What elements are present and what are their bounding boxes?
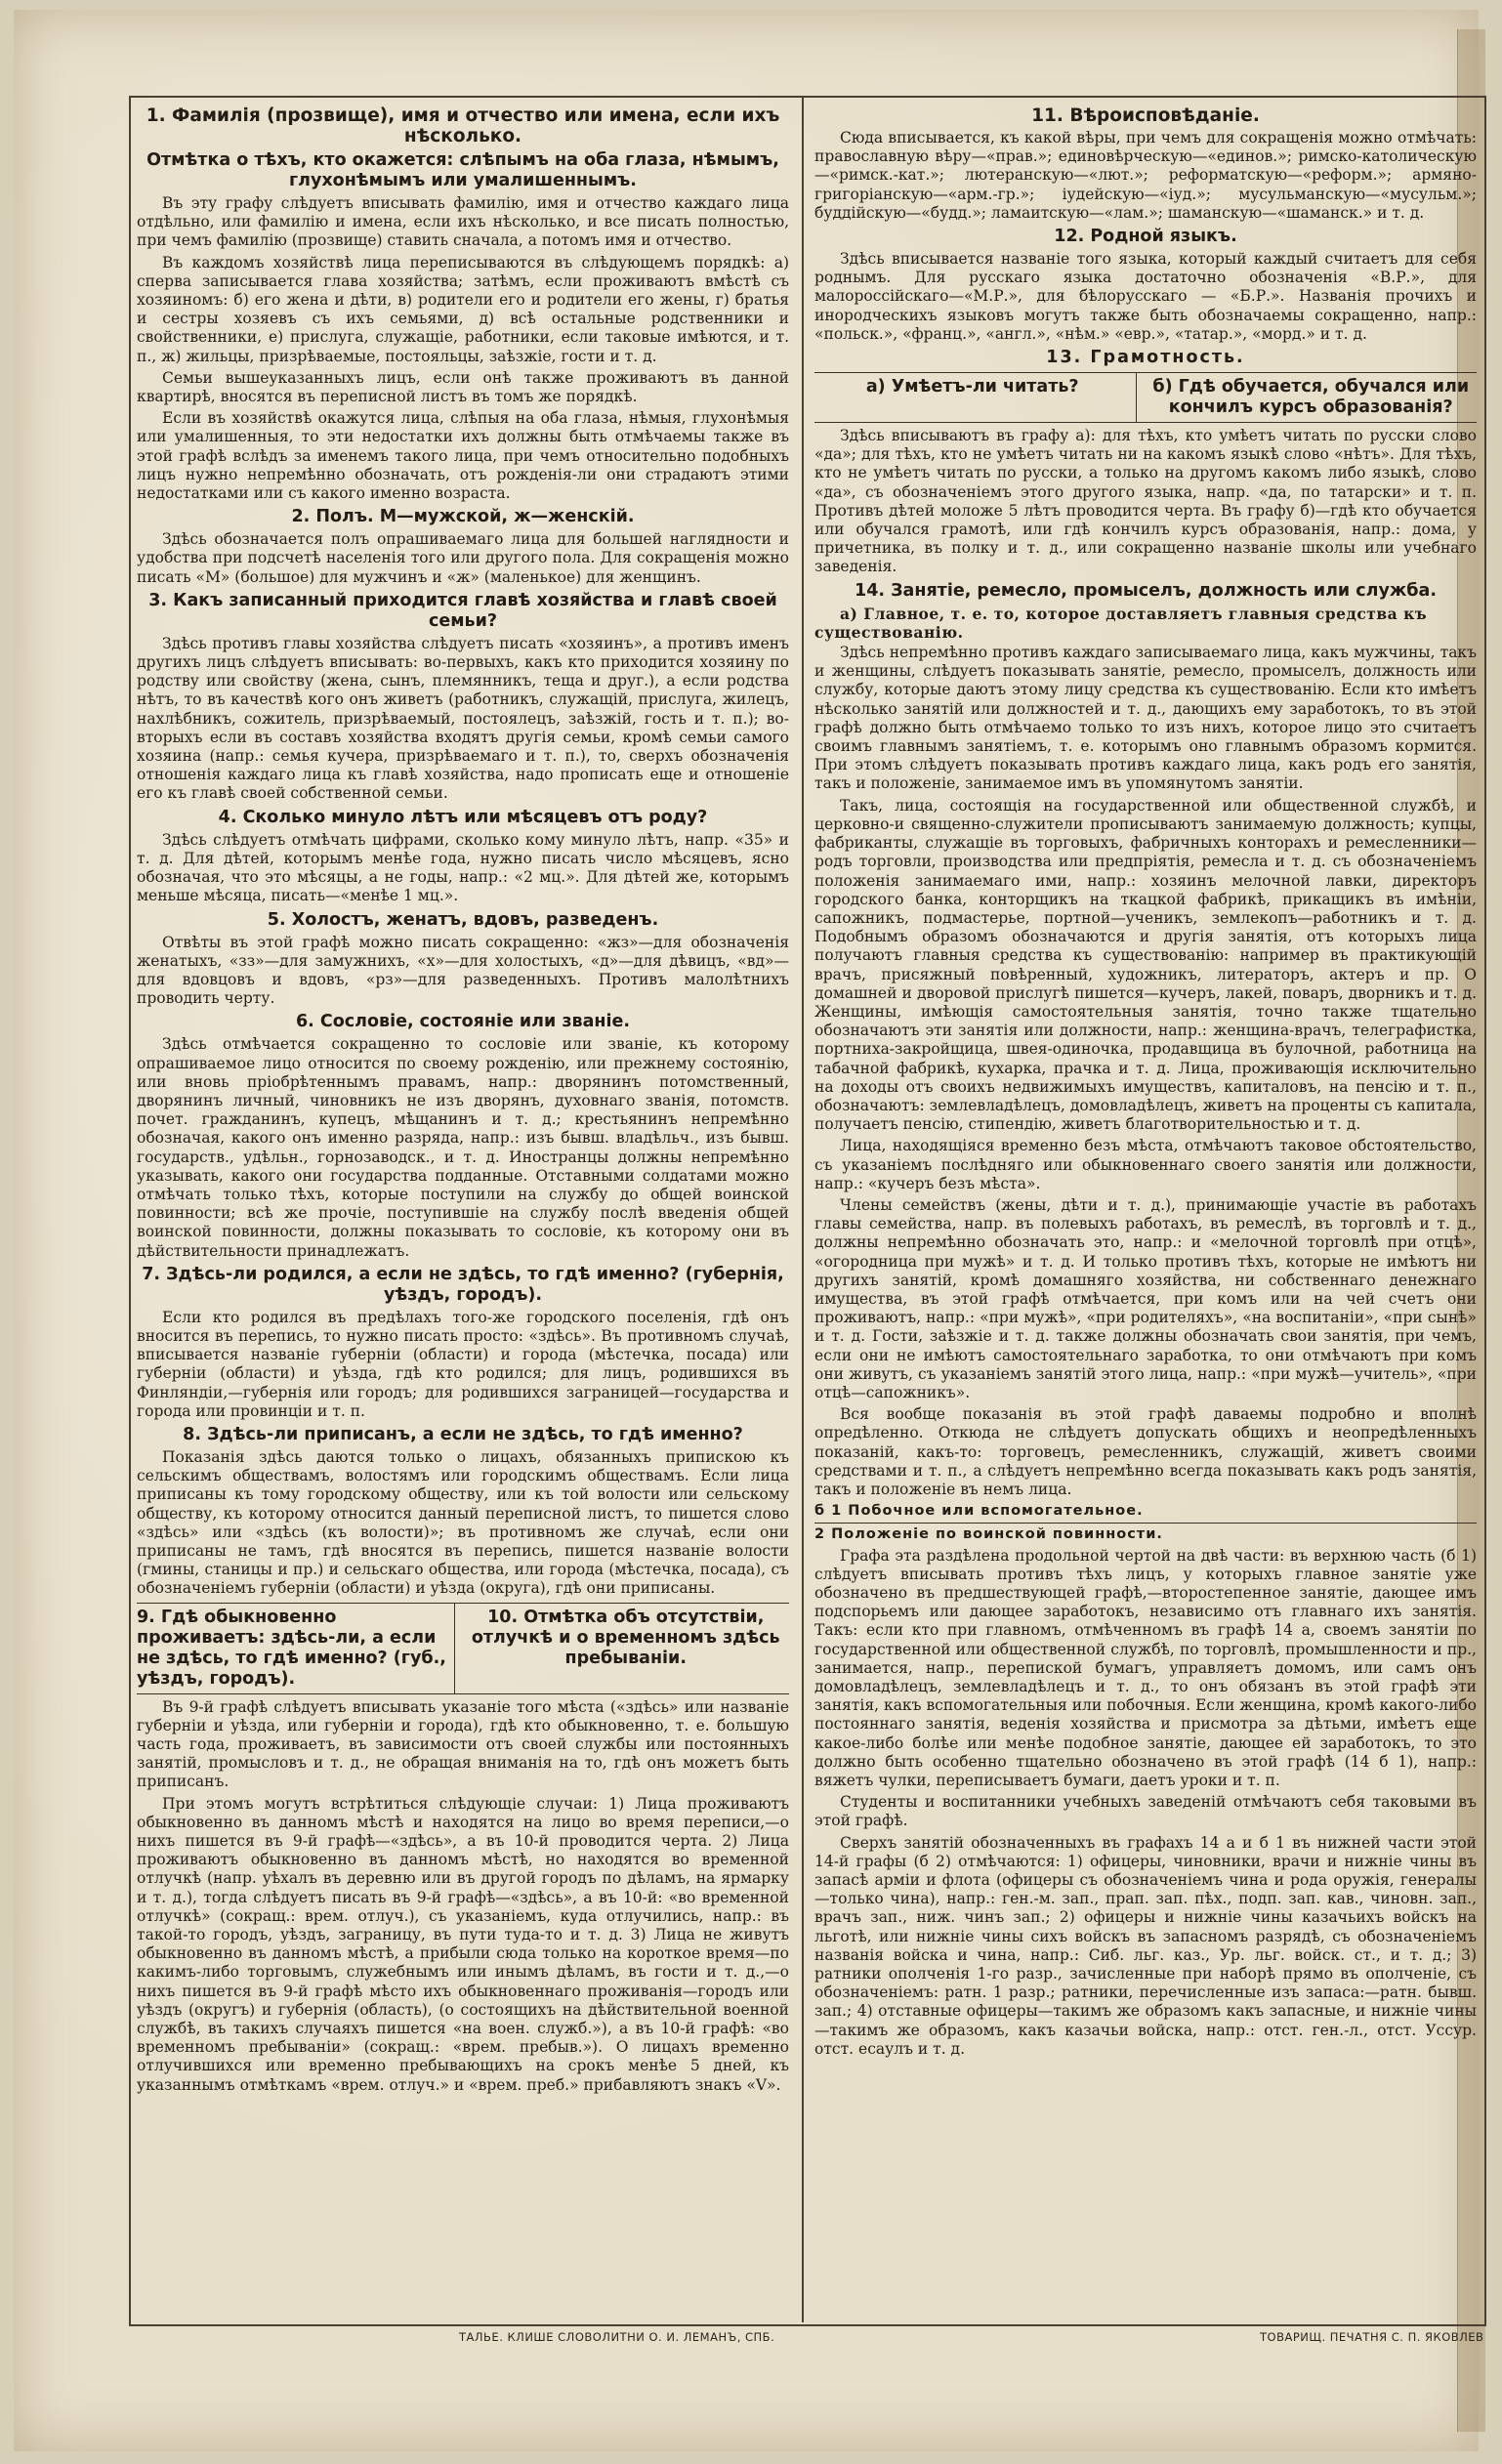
section-9-text: При этомъ могутъ встрѣтиться слѣдующіе случаи: 1) Лица проживаютъ обыкновенно въ данномъ мѣстѣ и находятся на лицо во время переписи,—о нихъ пишется въ 9-й графѣ—«здѣсь», а въ 10-й проводится черта. 2) Лица проживаютъ обыкновенно въ данномъ мѣстѣ, но находятся во временной отлучкѣ (напр. уѣхалъ въ деревню или въ другой городъ по дѣламъ, на ярмарку и т. д.), тогда слѣдуетъ писать въ 9-й графѣ—«здѣсь», а въ 10-й: «во временной отлучкѣ» (сокращ.: врем. отлуч.), съ указаніемъ, куда отлучились, напр.: въ такой-то городъ, уѣздъ, заграницу, въ пути туда-то и т. д. 3) Лица не живутъ обыкновенно въ данномъ мѣстѣ, а прибыли сюда только на короткое время—по какимъ-либо торговымъ, служебнымъ или инымъ дѣламъ, въ гости и т. д.,—о нихъ пишется въ 9-й графѣ мѣсто ихъ обыкновеннаго проживанія—городъ или уѣздъ (округъ) и губернія (область), (о состоящихъ на дѣйствительной военной службѣ, въ такихъ случаяхъ пишется «на воен. служб.»), а въ 10-й графѣ: «во временномъ пребываніи» (сокращ.: «врем. пребыв.»). О лицахъ временно отлучившихся или временно пребывающихъ на срокъ менѣе 5 дней, къ указаннымъ отмѣткамъ «врем. отлуч.» и «врем. преб.» прибавляютъ знакъ «V». [137, 1794, 789, 2094]
section-11-title: 11. Вѣроисповѣданіе. [1031, 105, 1260, 126]
section-14b-text: Студенты и воспитанники учебныхъ заведеній отмѣчаютъ себя таковыми въ этой графѣ. [814, 1793, 1477, 1830]
section-13b-cell [1137, 373, 1477, 422]
section-1-text: Въ каждомъ хозяйствѣ лица переписываются въ слѣдующемъ порядкѣ: а) сперва записывается глава хозяйства; затѣмъ, если проживаютъ вмѣстѣ съ хозяиномъ: б) его жена и дѣти, в) родители его и родители его жены, г) братья и сестры хозяевъ съ ихъ семьями, д) всѣ остальные родственники и свойственники, е) прислуга, служащіе, работники, если таковые имѣются, и т. п., ж) жильцы, призрѣваемые, постояльцы, заѣзжіе, гости и т. д. [137, 253, 789, 365]
section-4-text: Здѣсь слѣдуетъ отмѣчать цифрами, сколько кому минуло лѣтъ, напр. «35» и т. д. Для дѣтей, которымъ менѣе года, нужно писать число мѣсяцевъ, ясно обозначая, что это мѣсяцы, а не годы, напр.: «2 мц.». Для дѣтей же, которымъ меньше мѣсяца, писать—«менѣе 1 мц.». [137, 830, 789, 905]
section-14-text: Члены семействъ (жены, дѣти и т. д.), принимающіе участіе въ работахъ главы семейства, напр. въ полевыхъ работахъ, въ ремеслѣ, въ торговлѣ и т. д., должны непремѣнно обозначать это, напр.: и «мелочной торговлѣ при отцѣ», «огородница при мужѣ» и т. д. И только противъ тѣхъ, которые не имѣютъ ни другихъ занятій, кромѣ домашняго хозяйства, ни собственнаго денежнаго имущества, въ этой графѣ отмѣчается, при комъ или на чей счетъ они проживаютъ, напр.: «при мужѣ», «при родителяхъ», «на воспитаніи», «при сынѣ» и т. д. Гости, заѣзжіе и т. д. также должны обозначать свои занятія, при чемъ, если они не имѣютъ самостоятельнаго заработка, то они отмѣчаютъ при комъ они живутъ, съ указаніемъ занятій этого лица, напр.: «при мужѣ—учитель», «при отцѣ—сапожникъ». [814, 1195, 1477, 1401]
section-6-text: Здѣсь отмѣчается сокращенно то сословіе или званіе, къ которому опрашиваемое лицо относится по своему рожденію, или прежнему состоянію, или вновь пріобрѣтеннымъ правамъ, напр.: дворянинъ потомственный, дворянинъ личный, чиновникъ не изъ дворянъ, духовнаго званія, потомств. почет. гражданинъ, купецъ, мѣщанинъ и т. д.; крестьянинъ непремѣнно обозначая, какого онъ именно разряда, напр.: изъ бывш. владѣльч., изъ бывш. государств., удѣльн., горнозаводск., и т. д. Иностранцы должны непремѣнно указывать, какого они государства подданные. Отставными солдатами можно отмѣчать только тѣхъ, которые поступили на службу до общей воинской повинности; всѣ же прочіе, поступившіе на службу послѣ введенія общей воинской повинности, должны показывать то сословіе, къ которому они въ дѣйствительности принадлежатъ. [137, 1035, 789, 1260]
section-10-header-cell [455, 1604, 789, 1693]
section-14-title: 14. Занятіе, ремесло, промыселъ, должность или служба. [855, 580, 1437, 601]
section-14-text: Такъ, лица, состоящія на государственной или общественной службѣ, и церковно-и священно-служители прописываютъ занимаемую должность; купцы, фабриканты, служащіе въ торговыхъ, фабричныхъ конторахъ и ремесленники—родъ торговли, производства или предпріятія, ремесла и т. д. съ обозначеніемъ положенія занимаемаго ими, напр.: хозяинъ мелочной лавки, директоръ городского банка, конторщикъ на ткацкой фабрикѣ, прикащикъ въ имѣніи, сапожникъ, подмастерье, портной—ученикъ, землекопъ—работникъ и т. д. Подобнымъ образомъ обозначаются и другія занятія, отъ которыхъ лица получаютъ главныя средства къ существованію: например въ практикующій врачъ, присяжный повѣренный, художникъ, литераторъ, актеръ и пр. О домашней и дворовой прислугѣ пишется—кучеръ, лакей, поваръ, дворникъ и т. д. Женщины, имѣющія самостоятельныя занятія, точно также тщательно обозначаютъ эти занятія или должности, напр.: женщина-врачъ, телеграфистка, портниха-закройщица, швея-одиночка, продавщица въ булочной, работница на табачной фабрикѣ, кухарка, прачка и т. д. Лица, проживающія исключительно на доходы отъ своихъ недвижимыхъ имуществъ, капиталовъ, на пенсію и т. п., обозначаютъ: землевладѣлецъ, домовладѣлецъ, живетъ на проценты съ капитала, получаетъ пенсію, стипендію, живетъ благотворительностью и т. д. [814, 796, 1477, 1134]
section-3-text: Здѣсь противъ главы хозяйства слѣдуетъ писать «хозяинъ», а противъ именъ другихъ лицъ слѣдуетъ вписывать: во-первыхъ, какъ кто приходится хозяину по родству или свойству (жена, сынъ, племянникъ, теща и друг.), а если родства нѣтъ, то въ качествѣ кого онъ живетъ (работникъ, служащій, прислуга, жилецъ, нахлѣбникъ, сожитель, призрѣваемый, постоялецъ, заѣзжій, гость и т. п.); во-вторыхъ если въ составъ хозяйства входятъ другія семьи, кромѣ семьи самого хозяина (напр.: семья кучера, призрѣваемаго и т. п.), то, сверхъ обозначенія отношенія каждаго лица къ главѣ хозяйства, надо прописать еще и отношеніе его къ главѣ своей собственной семьи. [137, 634, 789, 803]
section-12-text: Здѣсь вписывается названіе того языка, который каждый считаетъ для себя роднымъ. Для русскаго языка достаточно обозначенія «В.Р.», для малороссійскаго—«М.Р.», для бѣлорусскаго — «Б.Р.». Названія прочихъ и инородческихъ языковъ могутъ также быть обозначаемы сокращенно, напр.: «польск.», «франц.», «англ.», «нѣм.» «евр.», «татар.», «морд.» и т. д. [814, 250, 1477, 343]
printer-imprint-left: ТАЛЬЕ. КЛИШЕ СЛОВОЛИТНИ О. И. ЛЕМАНЪ, СПБ. [459, 2330, 775, 2344]
section-11-text: Сюда вписывается, къ какой вѣры, при чемъ для сокращенія можно отмѣчать: православную вѣру—«прав.»; единовѣрческую—«единов.»; римско-католическую—«римск.-кат.»; лютеранскую—«лют.»; реформатскую—«реформ.»; армяно-григоріанскую—«арм.-гр.»; іудейскую—«іуд.»; мусульманскую—«мусульм.»; буддійскую—«будд.»; ламаитскую—«лам.»; шаманскую—«шаманск.» и т. д. [814, 129, 1477, 222]
section-10-title: 10. Отмѣтка объ отсутствіи, отлучкѣ и о временномъ здѣсь пребываніи. [471, 1607, 780, 1668]
section-13a-title: а) Умѣетъ-ли читать? [865, 377, 1079, 397]
section-14b1-heading: б 1 Побочное или вспомогательное. [814, 1503, 1144, 1520]
column-divider [802, 96, 804, 2322]
section-1-text: Семьи вышеуказанныхъ лицъ, если онѣ также проживаютъ въ данной квартирѣ, вносятся въ переписной листъ въ томъ же порядкѣ. [137, 368, 789, 406]
right-column [814, 105, 1477, 2315]
section-13-subheader [814, 372, 1477, 423]
section-8-text: Показанія здѣсь даются только о лицахъ, обязанныхъ припискою къ сельскимъ обществамъ, волостямъ или городскимъ обществамъ. Если лица приписаны къ тому городскому обществу, или къ той волости или сельскому обществу, къ которому относится данный переписной листъ, то пишется слово «здѣсь» или «здѣсь (къ волости)»; въ противномъ же случаѣ, если они приписаны не тамъ, гдѣ вносятся въ перепись, пишется названіе волости (гмины, станицы и пр.) и сельскаго общества, или города (мѣстечка, посада), съ обозначеніемъ губерніи (области) и уѣзда (округа), гдѣ они приписаны. [137, 1447, 789, 1598]
section-14-text: Вся вообще показанія въ этой графѣ даваемы подробно и вполнѣ опредѣленно. Откюда не слѣдуетъ допускать общихъ и неопредѣленныхъ показаній, какъ-то: торговецъ, ремесленникъ, служащій, живетъ своими средствами и т. п., а слѣдуетъ непремѣнно всегда показывать какъ родъ занятія, такъ и положеніе въ немъ лица. [814, 1405, 1477, 1498]
section-3-title: 3. Какъ записанный приходится главѣ хозяйства и главѣ своей семьи? [148, 590, 777, 631]
section-14b2-heading: 2 Положеніе по воинской повинности. [814, 1523, 1477, 1544]
section-12-title: 12. Родной языкъ. [1054, 227, 1237, 247]
section-5-title: 5. Холостъ, женатъ, вдовъ, разведенъ. [267, 909, 659, 930]
section-13b-title: б) Гдѣ обучается, обучался или кончилъ курсъ образованія? [1152, 377, 1470, 418]
section-9-title: 9. Гдѣ обыкновенно проживаетъ: здѣсь-ли, а если не здѣсь, то гдѣ именно? (губ., уѣздъ, городъ). [137, 1607, 446, 1689]
section-1-text: Въ эту графу слѣдуетъ вписывать фамилію, имя и отчество каждаго лица отдѣльно, или фамилію и имена, если ихъ нѣсколько, и все писать полностью, при чемъ фамилію (прозвище) ставить сначала, а потомъ имя и отчество. [137, 194, 789, 250]
printer-imprint-right: ТОВАРИЩ. ПЕЧАТНЯ С. П. ЯКОВЛЕВ [1260, 2330, 1484, 2344]
section-13-text: Здѣсь вписываютъ въ графу а): для тѣхъ, кто умѣетъ читать по русски слово «да»; для тѣхъ, кто не умѣетъ читать ни на какомъ языкѣ слово «нѣтъ». Для тѣхъ, кто не умѣетъ читать по русски, а только на другомъ какомъ либо языкѣ, слово «да», съ обозначеніемъ этого другого языка, напр. «да, по татарски» и т. п. Противъ дѣтей моложе 5 лѣтъ проводится черта. Въ графу б)—гдѣ кто обучается или обучался грамотѣ, или гдѣ кончилъ курсъ образованія, напр.: дома, у причетника, въ полку и т. д., или сокращенно названіе школы или учебнаго заведенія. [814, 427, 1477, 576]
section-9-10-header [137, 1603, 789, 1694]
left-column [137, 105, 789, 2315]
section-2-title: 2. Полъ. М—мужской, ж—женскій. [291, 507, 635, 527]
section-13-title: 13. Грамотность. [1046, 348, 1245, 368]
section-2-text: Здѣсь обозначается полъ опрашиваемаго лица для большей наглядности и удобства при подсчетѣ населенія того или другого пола. Для сокращенія можно писать «М» (большое) для мужчинъ и «ж» (маленькое) для женщинъ. [137, 530, 789, 586]
section-13a-cell [814, 373, 1137, 422]
section-4-title: 4. Сколько минуло лѣтъ или мѣсяцевъ отъ роду? [218, 807, 708, 827]
section-14b-text: Графа эта раздѣлена продольной чертой на двѣ части: въ верхнюю часть (б 1) слѣдуетъ вписывать противъ тѣхъ лицъ, у которыхъ главное занятіе уже обозначено въ предшествующей графѣ,—второстепенное занятіе, дающее имъ подспорьемъ или дающее заработокъ, независимо отъ главнаго ихъ занятія. Такъ: если кто при главномъ, отмѣченномъ въ графѣ 14 а, своемъ занятіи по государственной или общественной службѣ, по торговлѣ, промышленности и пр., занимается, напр., перепиской бумагъ, управляетъ домомъ, или самъ онъ домовладѣлецъ, землевладѣлецъ и т. д., то онъ обязанъ въ этой графѣ эти занятія, какъ вспомогательныя или побочныя. Если женщина, кромѣ какого-либо постояннаго занятія, веденія хозяйства и присмотра за дѣтьми, имѣетъ еще какое-либо болѣе или менѣе подобное занятіе, дающее ей заработокъ, то это должно быть особенно тщательно обозначено въ этой графѣ (14 б 1), напр.: вяжетъ чулки, переписываетъ бумаги, даетъ уроки и т. п. [814, 1546, 1477, 1790]
section-14a-subtitle: а) Главное, т. е. то, которое доставляетъ главныя средства къ существованію. [814, 604, 1428, 642]
section-14-text: Лица, находящіяся временно безъ мѣста, отмѣчаютъ таковое обстоятельство, съ указаніемъ послѣдняго или обыкновеннаго своего занятія или должности, напр.: «кучеръ безъ мѣста». [814, 1137, 1477, 1192]
section-9-text: Въ 9-й графѣ слѣдуетъ вписывать указаніе того мѣста («здѣсь» или названіе губерніи и уѣзда, или губерніи и города), гдѣ кто обыкновенно, т. е. большую часть года, проживаетъ, въ зависимости отъ своей службы или постоянныхъ занятій, промысловъ и т. д., не обращая вниманія на то, гдѣ онъ можетъ быть приписанъ. [137, 1697, 789, 1791]
section-8-title: 8. Здѣсь-ли приписанъ, а если не здѣсь, то гдѣ именно? [183, 1424, 743, 1444]
section-9-header-cell [137, 1604, 455, 1693]
section-1-title: 1. Фамилія (прозвище), имя и отчество или имена, если ихъ нѣсколько. [146, 105, 780, 146]
section-14-text: Здѣсь непремѣнно противъ каждаго записываемаго лица, какъ мужчины, такъ и женщины, слѣдуетъ показывать занятіе, ремесло, промыселъ, должность или службу, которые даютъ этому лицу средства къ существованію. Если кто имѣетъ нѣсколько занятій или должностей и т. д., дающихъ ему заработокъ, то въ этой графѣ должно быть отмѣчаемо только то изъ нихъ, которое лицо это считаетъ своимъ главнымъ занятіемъ, т. е. которымъ оно главнымъ образомъ кормится. При этомъ слѣдуетъ показывать противъ каждаго лица, какъ родъ его занятія, такъ и положеніе, занимаемое имъ въ упомянутомъ занятіи. [814, 644, 1477, 793]
section-1-subtitle: Отмѣтка о тѣхъ, кто окажется: слѣпымъ на оба глаза, нѣмымъ, глухонѣмымъ или умалишеннымъ. [146, 150, 779, 190]
section-6-title: 6. Сословіе, состояніе или званіе. [296, 1012, 630, 1032]
section-14b-text: Сверхъ занятій обозначенныхъ въ графахъ 14 а и б 1 въ нижней части этой 14-й графы (б 2) отмѣчаются: 1) офицеры, чиновники, врачи и нижніе чины въ запасѣ арміи и флота (офицеры съ обозначеніемъ чина и рода оружія, генералы—только чина), напр.: ген.-м. зап., прап. зап. пѣх., подп. зап. кав., чиновн. зап., врачъ зап., ниж. чинъ зап.; 2) офицеры и нижніе чины казачьихъ войскъ на льготѣ, или нижніе чины сихъ войскъ въ запасномъ разрядѣ, съ обозначеніемъ названія войска и чина, напр.: Сиб. льг. каз., Ур. льг. войск. ст., и т. д.; 3) ратники ополченія 1-го разр., зачисленные при наборѣ прямо въ ополченіе, съ обозначеніемъ: ратн. 1 разр.; ратники, перечисленные изъ запаса:—ратн. бывш. зап.; 4) отставные офицеры—такимъ же образомъ какъ запасные, и нижніе чины—такимъ же образомъ, какъ казачьи войска, напр.: отст. ген.-л., отст. Уссур. отст. есаулъ и т. д. [814, 1833, 1477, 2058]
section-5-text: Отвѣты въ этой графѣ можно писать сокращенно: «жз»—для обозначенія женатыхъ, «зз»—для замужнихъ, «х»—для холостыхъ, «д»—для дѣвицъ, «вд»—для вдовцовъ и вдовъ, «рз»—для разведенныхъ. Противъ малолѣтнихъ проводить черту. [137, 933, 789, 1008]
section-7-text: Если кто родился въ предѣлахъ того-же городского поселенія, гдѣ онъ вносится въ перепись, то нужно писать просто: «здѣсь». Въ противномъ случаѣ, вписывается названіе губерніи (области) и города (мѣстечка, посада) или губерніи (области) и уѣзда, гдѣ кто родился; для лицъ, родившихся въ Финляндіи,—губернія или городъ; для родившихся заграницей—государства и города или провинціи и т. п. [137, 1308, 789, 1420]
section-1-text: Если въ хозяйствѣ окажутся лица, слѣпыя на оба глаза, нѣмыя, глухонѣмыя или умалишенныя, то эти недостатки ихъ должны быть отмѣчаемы также въ этой графѣ вслѣдъ за именемъ такого лица, при чемъ относительно подобныхъ лицъ нужно непремѣнно обозначать, отъ рожденія-ли они страдаютъ этими недостатками или съ какого именно возраста. [137, 409, 789, 503]
section-7-title: 7. Здѣсь-ли родился, а если не здѣсь, то гдѣ именно? (губернія, уѣздъ, городъ). [142, 1264, 784, 1305]
